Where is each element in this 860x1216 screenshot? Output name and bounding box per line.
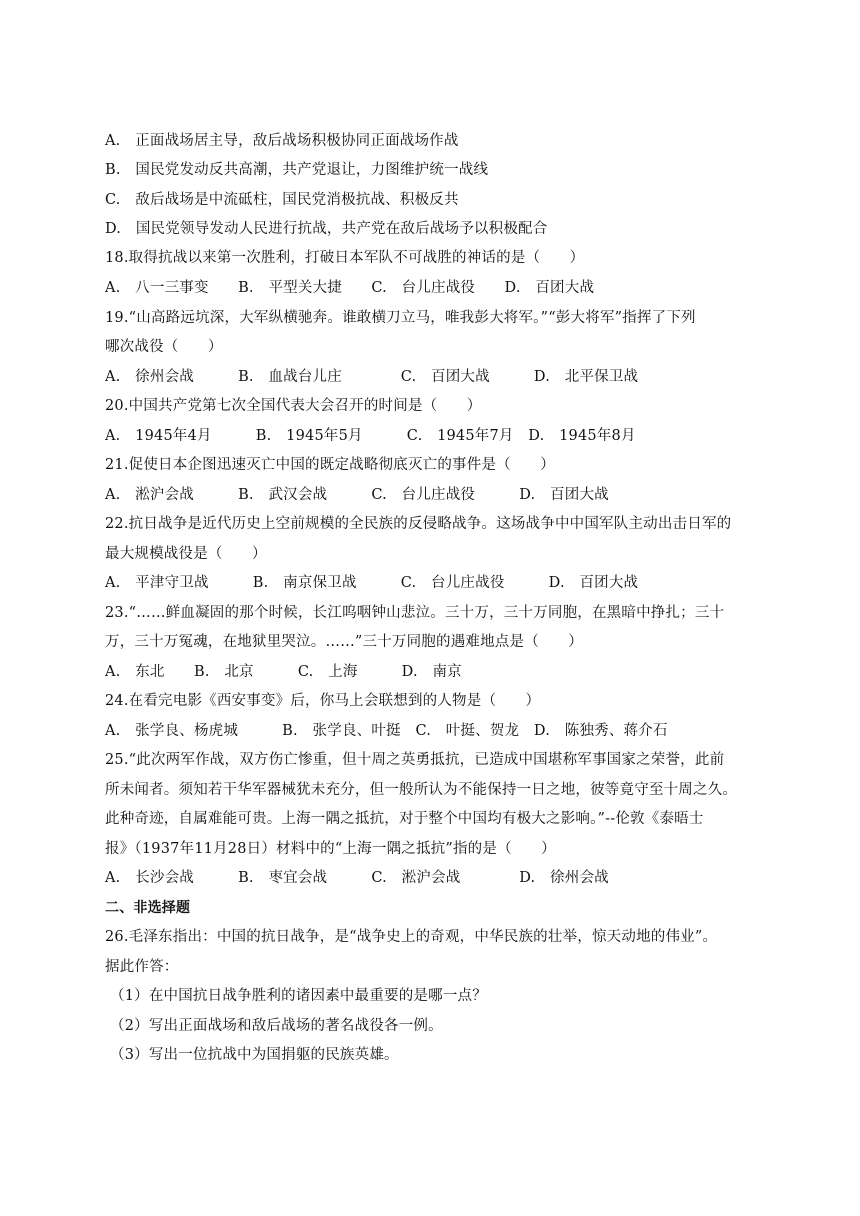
- question-19-continued: 哪次战役（ ）: [105, 339, 223, 355]
- option-a-line: A. 正面战场居主导，敌后战场积极协同正面战场作战: [105, 133, 459, 149]
- question-23-continued: 万，三十万冤魂，在地狱里哭泣。……”三十万同胞的遇难地点是（ ）: [105, 634, 584, 650]
- question-26-part-2: （2）写出正面战场和敌后战场的著名战役各一例。: [110, 1018, 443, 1034]
- question-22-continued: 最大规模战役是（ ）: [105, 546, 267, 562]
- question-25-continued-2: 此种奇迹，自属难能可贵。上海一隅之抵抗，对于整个中国均有极大之影响。”--伦敦《泰晤士: [105, 811, 704, 827]
- question-20-options: A. 1945年4月 B. 1945年5月 C. 1945年7月 D. 1945年8月: [105, 428, 636, 444]
- question-22: 22.抗日战争是近代历史上空前规模的全民族的反侵略战争。这场战争中中国军队主动出击日军的: [105, 516, 732, 532]
- question-25-continued-3: 报》（1937年11月28日）材料中的“上海一隅之抵抗”指的是（ ）: [105, 841, 556, 857]
- question-23-options: A. 东北 B. 北京 C. 上海 D. 南京: [105, 664, 462, 680]
- question-21: 21.促使日本企图迅速灭亡中国的既定战略彻底灭亡的事件是（ ）: [105, 457, 555, 473]
- option-d-line: D. 国民党领导发动人民进行抗战，共产党在敌后战场予以积极配合: [105, 221, 548, 237]
- question-22-options: A. 平津守卫战 B. 南京保卫战 C. 台儿庄战役 D. 百团大战: [105, 575, 639, 591]
- question-24: 24.在看完电影《西安事变》后，你马上会联想到的人物是（ ）: [105, 693, 541, 709]
- question-18-options: A. 八一三事变 B. 平型关大捷 C. 台儿庄战役 D. 百团大战: [105, 280, 595, 296]
- question-24-options: A. 张学良、杨虎城 B. 张学良、叶挺 C. 叶挺、贺龙 D. 陈独秀、蒋介石: [105, 723, 668, 739]
- question-25: 25.“此次两军作战，双方伤亡惨重，但十周之英勇抵抗，已造成中国堪称军事国家之荣誉，此前: [105, 752, 725, 768]
- question-26: 26.毛泽东指出：中国的抗日战争，是“战争史上的奇观，中华民族的壮举，惊天动地的伟业”。: [105, 929, 718, 945]
- question-25-continued-1: 所未闻者。须知若干华军器械犹未充分，但一般所认为不能保持一日之地，彼等竟守至十周之久。: [105, 782, 738, 798]
- question-26-continued: 据此作答：: [105, 959, 179, 975]
- question-26-part-1: （1）在中国抗日战争胜利的诸因素中最重要的是哪一点？: [110, 988, 487, 1004]
- question-19: 19.“山高路远坑深，大军纵横驰奔。谁敢横刀立马，唯我彭大将军。”“彭大将军”指挥了下列: [105, 310, 696, 326]
- question-21-options: A. 淞沪会战 B. 武汉会战 C. 台儿庄战役 D. 百团大战: [105, 487, 609, 503]
- question-18: 18.取得抗战以来第一次胜利，打破日本军队不可战胜的神话的是（ ）: [105, 250, 585, 266]
- question-26-part-3: （3）写出一位抗战中为国捐躯的民族英雄。: [110, 1047, 399, 1063]
- question-23: 23.“……鲜血凝固的那个时候，长江呜咽钟山悲泣。三十万，三十万同胞，在黑暗中挣扎；三十: [105, 605, 725, 621]
- question-25-options: A. 长沙会战 B. 枣宜会战 C. 淞沪会战 D. 徐州会战: [105, 870, 609, 886]
- question-19-options: A. 徐州会战 B. 血战台儿庄 C. 百团大战 D. 北平保卫战: [105, 369, 639, 385]
- question-20: 20.中国共产党第七次全国代表大会召开的时间是（ ）: [105, 398, 482, 414]
- option-b-line: B. 国民党发动反共高潮，共产党退让，力图维护统一战线: [105, 162, 489, 178]
- section-heading: 二、非选择题: [105, 900, 191, 916]
- option-c-line: C. 敌后战场是中流砥柱，国民党消极抗战、积极反共: [105, 192, 459, 208]
